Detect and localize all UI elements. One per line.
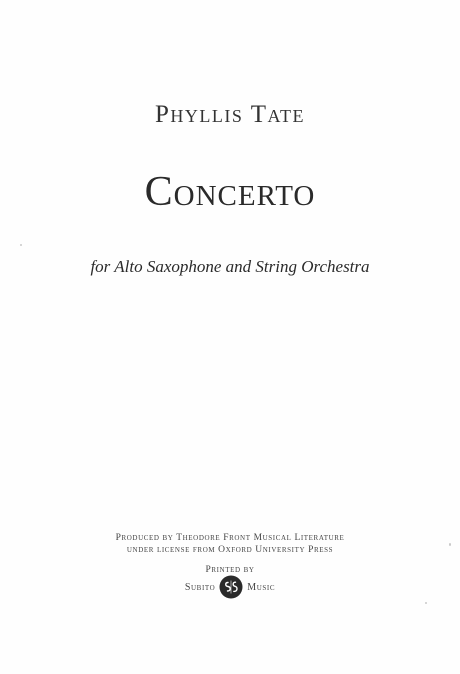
paper-speck (20, 244, 22, 246)
paper-speck (425, 602, 427, 604)
subito-music-logo-icon (219, 575, 243, 599)
publisher-left-word: Subito (184, 581, 216, 593)
production-credits (0, 532, 460, 556)
composer-name: Phyllis Tate (155, 101, 305, 128)
paper-speck (449, 543, 451, 546)
publisher-mark (0, 574, 460, 600)
credits-line-1: Produced by Theodore Front Musical Literature (115, 533, 345, 543)
printed-by-label: Printed by (205, 565, 255, 575)
publisher-right-word: Music (247, 581, 276, 593)
work-title: Concerto (144, 169, 316, 215)
instrumentation-subtitle: for Alto Saxophone and String Orchestra (90, 257, 370, 276)
credits-line-2: under license from Oxford University Press (126, 545, 334, 555)
